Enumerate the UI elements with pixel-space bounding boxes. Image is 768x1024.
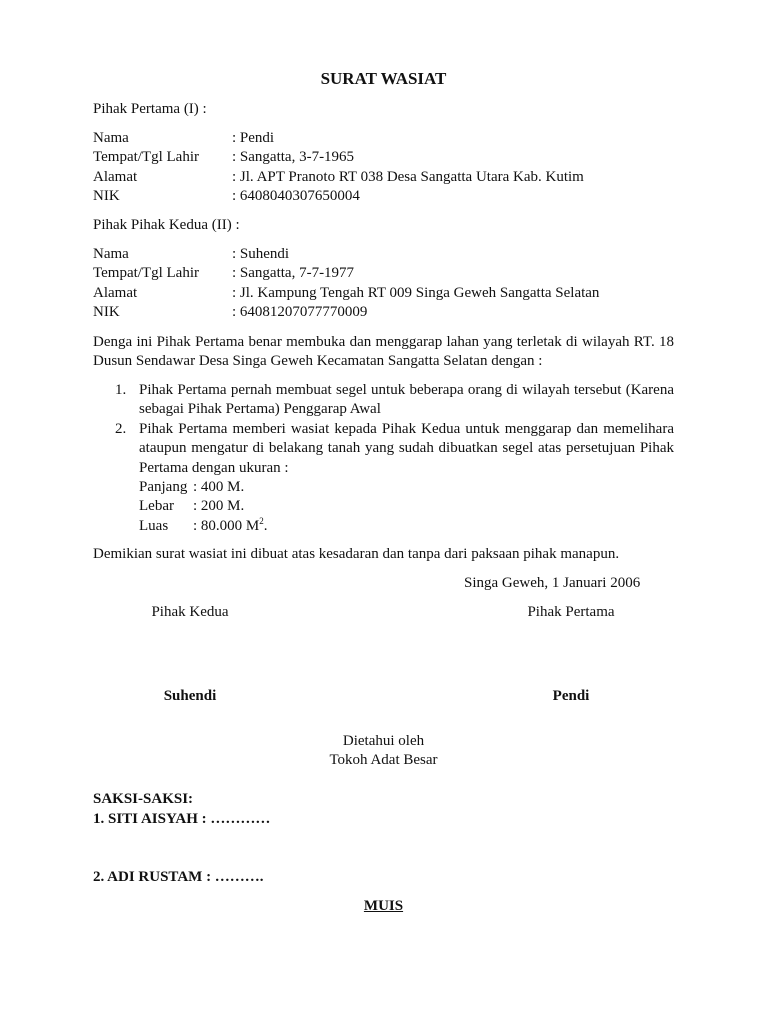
terms-list xyxy=(93,381,674,536)
place-date: Singa Geweh, 1 Januari 2006 xyxy=(464,575,641,591)
party2-heading: Pihak Pihak Kedua (II) : xyxy=(93,217,240,233)
list-number: 1. xyxy=(115,382,127,398)
dimension-label: Lebar xyxy=(139,498,174,515)
superscript: 2 xyxy=(259,515,264,526)
field-value: : 6408040307650004 xyxy=(232,188,360,205)
party2-name-row xyxy=(93,245,674,264)
witness-2: 2. ADI RUSTAM : ………. xyxy=(93,869,264,885)
party1-address-row xyxy=(93,168,674,187)
field-label: Nama xyxy=(93,246,129,262)
field-label: Alamat xyxy=(93,284,138,301)
land-dimensions xyxy=(139,478,674,536)
signature-left-name: Suhendi xyxy=(163,688,217,704)
witness-1: 1. SITI AISYAH : ………… xyxy=(93,811,271,827)
dimension-value: : 80.000 M xyxy=(193,517,260,534)
field-label: Nama xyxy=(93,130,129,146)
list-number: 2. xyxy=(115,420,127,437)
party1-nik-row xyxy=(93,187,674,206)
field-value: : Jl. Kampung Tengah RT 009 Singa Geweh Sangatta Selatan xyxy=(232,284,600,301)
list-text: Pihak Pertama memberi wasiat kepada Pihak Kedua untuk menggarap dan memelihara ataupun mengatur di belakang tanah yang sudah dibuatkan segel atas persetujuan Pihak Pertama dengan ukuran : xyxy=(139,420,674,476)
party1-birth-row xyxy=(93,148,674,167)
party2-details xyxy=(93,245,674,323)
field-value: : Jl. APT Pranoto RT 038 Desa Sangatta Utara Kab. Kutim xyxy=(232,168,584,185)
party1-heading: Pihak Pertama (I) : xyxy=(93,101,207,117)
closing-statement: Demikian surat wasiat ini dibuat atas kesadaran dan tanpa dari paksaan pihak manapun. xyxy=(93,546,620,562)
field-value: : 64081207077770009 xyxy=(232,304,368,321)
party1-details xyxy=(93,129,674,207)
acknowledged-line2: Tokoh Adat Besar xyxy=(329,752,438,768)
dimension-value: : 200 M. xyxy=(193,498,245,515)
dimension-label: Luas xyxy=(139,517,169,534)
field-label: Alamat xyxy=(93,168,138,185)
dimension-width xyxy=(139,497,674,516)
intro-paragraph: Denga ini Pihak Pertama benar membuka dan menggarap lahan yang terletak di wilayah RT. 18 Dusun Sendawar Desa Singa Geweh Kecamatan Sangatta Selatan dengan : xyxy=(93,334,674,370)
signature-left-role: Pihak Kedua xyxy=(151,604,229,620)
acknowledged-line1: Dietahui oleh xyxy=(342,733,425,749)
field-label: Tempat/Tgl Lahir xyxy=(93,265,199,282)
dimension-suffix: . xyxy=(263,517,268,534)
list-item xyxy=(93,420,674,536)
list-item xyxy=(93,381,674,420)
dimension-length xyxy=(139,478,674,497)
dimension-label: Panjang xyxy=(139,479,188,496)
field-value: : Pendi xyxy=(232,130,275,146)
signature-right-role: Pihak Pertama xyxy=(527,604,615,620)
acknowledger-name-text: MUIS xyxy=(363,898,404,914)
field-value: : Suhendi xyxy=(232,246,290,262)
party2-nik-row xyxy=(93,303,674,322)
field-label: Tempat/Tgl Lahir xyxy=(93,149,199,166)
signature-right-name: Pendi xyxy=(552,688,590,704)
dimension-area xyxy=(139,517,674,536)
document-title: SURAT WASIAT xyxy=(320,69,447,88)
field-label: NIK xyxy=(93,188,120,205)
acknowledger-name xyxy=(93,897,674,916)
dimension-value-wrap xyxy=(193,517,268,536)
witnesses-heading: SAKSI-SAKSI: xyxy=(93,791,194,807)
field-label: NIK xyxy=(93,304,120,321)
list-text: Pihak Pertama pernah membuat segel untuk beberapa orang di wilayah tersebut (Karena sebagai Pihak Pertama) Penggarap Awal xyxy=(139,382,674,418)
party2-birth-row xyxy=(93,264,674,283)
field-value: : Sangatta, 7-7-1977 xyxy=(232,265,355,282)
party2-address-row xyxy=(93,284,674,303)
field-value: : Sangatta, 3-7-1965 xyxy=(232,149,355,166)
party1-name-row xyxy=(93,129,674,148)
dimension-value: : 400 M. xyxy=(193,479,245,496)
letter-page xyxy=(93,0,674,1024)
